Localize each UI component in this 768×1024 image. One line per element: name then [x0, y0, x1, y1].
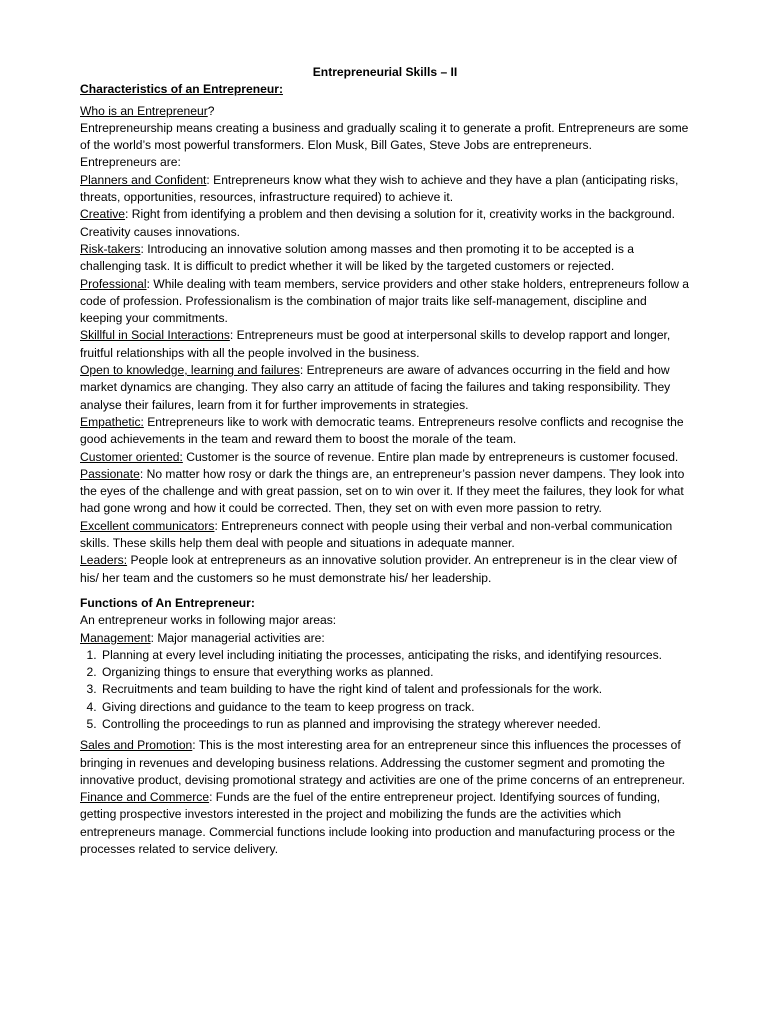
sales-text: : This is the most interesting area for an entrepreneur since this influences the processes of bringing in revenues and developing business relations. Addressing the customer segment and promoting the innovative product, devising promotional strategy and activities are one of the prime concerns of an entrepreneur.: [80, 738, 686, 787]
management-term: Management: [80, 630, 151, 645]
list-item: 2. Organizing things to ensure that everything works as planned.: [100, 664, 690, 681]
who-heading-suffix: ?: [207, 103, 215, 118]
list-item: 1. Planning at every level including initiating the processes, anticipating the risks, and identifying resources.: [100, 647, 690, 664]
trait-separator: :: [146, 276, 150, 291]
finance-text: : Funds are the fuel of the entire entrepreneur project. Identifying sources of funding, getting prospective investors interested in the project and mobilizing the funds are the activities which entrepreneurs manage. Commercial functions include looking into production and manufacturing process or the processes related to service delivery.: [80, 790, 675, 857]
trait-paragraph: [80, 518, 690, 553]
trait-separator: :: [206, 172, 210, 187]
who-heading: Who is an Entrepreneur: [80, 103, 208, 118]
list-item: 3. Recruitments and team building to have the right kind of talent and professionals for the work.: [100, 681, 690, 698]
trait-text: Right from identifying a problem and then devising a solution for it, creativity works in the background. Creativity causes innovations.: [80, 207, 675, 239]
intro-paragraph: Entrepreneurship means creating a business and gradually scaling it to generate a profit. Entrepreneurs are some of the world’s most powerful transformers. Elon Musk, Bill Gates, Steve Jobs are entrepreneurs.: [80, 120, 689, 153]
functions-intro: An entrepreneur works in following major areas:: [80, 613, 337, 628]
spacer: [80, 587, 690, 595]
trait-term: Creative: [80, 207, 126, 222]
trait-term: Customer oriented:: [80, 449, 183, 464]
trait-text: No matter how rosy or dark the things are, an entrepreneur’s passion never dampens. They look into the eyes of the challenge and with great passion, set on to win over it. If they meet the failures, they look for what had gone wrong and how it could be corrected. Then, they set on with even more passion to retry.: [80, 466, 685, 516]
trait-paragraph: [80, 327, 690, 362]
management-list: [80, 647, 690, 733]
trait-text: Entrepreneurs are aware of advances occurring in the field and how market dynamics are changing. They also carry an attitude of facing the failures and taking responsibility. They analyse their failures, learn from it for further improvements in strategies.: [80, 363, 671, 412]
trait-paragraph: [80, 276, 690, 328]
finance-term: Finance and Commerce: [80, 790, 210, 805]
trait-separator: :: [299, 363, 304, 378]
trait-term: Open to knowledge, learning and failures: [80, 363, 300, 378]
trait-separator: :: [214, 518, 218, 533]
trait-paragraph: [80, 206, 690, 241]
document-title: Entrepreneurial Skills – II: [312, 65, 458, 79]
functions-heading: Functions of An Entrepreneur:: [80, 595, 255, 610]
characteristics-heading: Characteristics of an Entrepreneur:: [80, 82, 283, 97]
trait-separator: :: [139, 466, 144, 481]
trait-separator: :: [125, 207, 129, 222]
trait-text: Introducing an innovative solution among masses and then promoting it to be accepted is a challenging task. It is difficult to predict whether it will be liked by the targeted customers or rejected.: [80, 241, 634, 274]
who-heading-line: [80, 103, 690, 120]
trait-paragraph: [80, 241, 690, 276]
document-page: [80, 64, 690, 858]
trait-paragraph: [80, 466, 690, 518]
trait-term: Excellent communicators: [80, 518, 215, 533]
trait-text: Entrepreneurs know what they wish to achieve and they have a plan (anticipating risks, threats, opportunities, resources, infrastructure required) to achieve it.: [80, 172, 679, 205]
sales-paragraph: [80, 737, 690, 789]
trait-paragraph: [80, 172, 690, 207]
trait-term: Professional: [80, 276, 147, 291]
trait-term: Passionate: [80, 466, 140, 481]
trait-term: Empathetic:: [80, 414, 144, 429]
trait-paragraph: [80, 362, 690, 414]
trait-term: Leaders:: [80, 553, 128, 568]
trait-text: Entrepreneurs must be good at interpersonal skills to develop rapport and longer, fruitful relationships with all the people involved in the business.: [80, 328, 671, 360]
management-line: [80, 630, 690, 647]
finance-paragraph: [80, 789, 690, 858]
trait-text: People look at entrepreneurs as an innovative solution provider. An entrepreneur is in the clear view of his/ her team and the customers so he must demonstrate his/ her leadership.: [80, 553, 678, 585]
list-item: 5. Controlling the proceedings to run as planned and improvising the strategy wherever needed.: [100, 716, 690, 733]
trait-paragraph: [80, 449, 690, 466]
trait-paragraph: [80, 414, 690, 449]
entrepreneurs-are-line: Entrepreneurs are:: [80, 155, 181, 170]
trait-text: Entrepreneurs connect with people using their verbal and non-verbal communication skills. These skills help them deal with people and situations in adequate manner.: [80, 518, 673, 551]
trait-text: Customer is the source of revenue. Entire plan made by entrepreneurs is customer focused.: [182, 449, 679, 464]
trait-paragraph: [80, 552, 690, 587]
trait-term: Risk-takers: [80, 241, 141, 256]
sales-term: Sales and Promotion: [80, 738, 193, 753]
trait-separator: :: [140, 241, 144, 256]
trait-text: While dealing with team members, service providers and other stake holders, entrepreneurs follow a code of profession. Professionalism is the combination of major traits like self-management, discipline and keeping your commitments.: [80, 276, 690, 326]
trait-term: Skillful in Social Interactions: [80, 328, 230, 343]
trait-text: Entrepreneurs like to work with democratic teams. Entrepreneurs resolve conflicts and recognise the good achievements in the team and reward them to boost the morale of the team.: [80, 414, 684, 447]
trait-term: Planners and Confident: [80, 172, 207, 187]
list-item: 4. Giving directions and guidance to the team to keep progress on track.: [100, 699, 690, 716]
trait-separator: :: [229, 328, 234, 343]
management-text: : Major managerial activities are:: [150, 630, 325, 645]
